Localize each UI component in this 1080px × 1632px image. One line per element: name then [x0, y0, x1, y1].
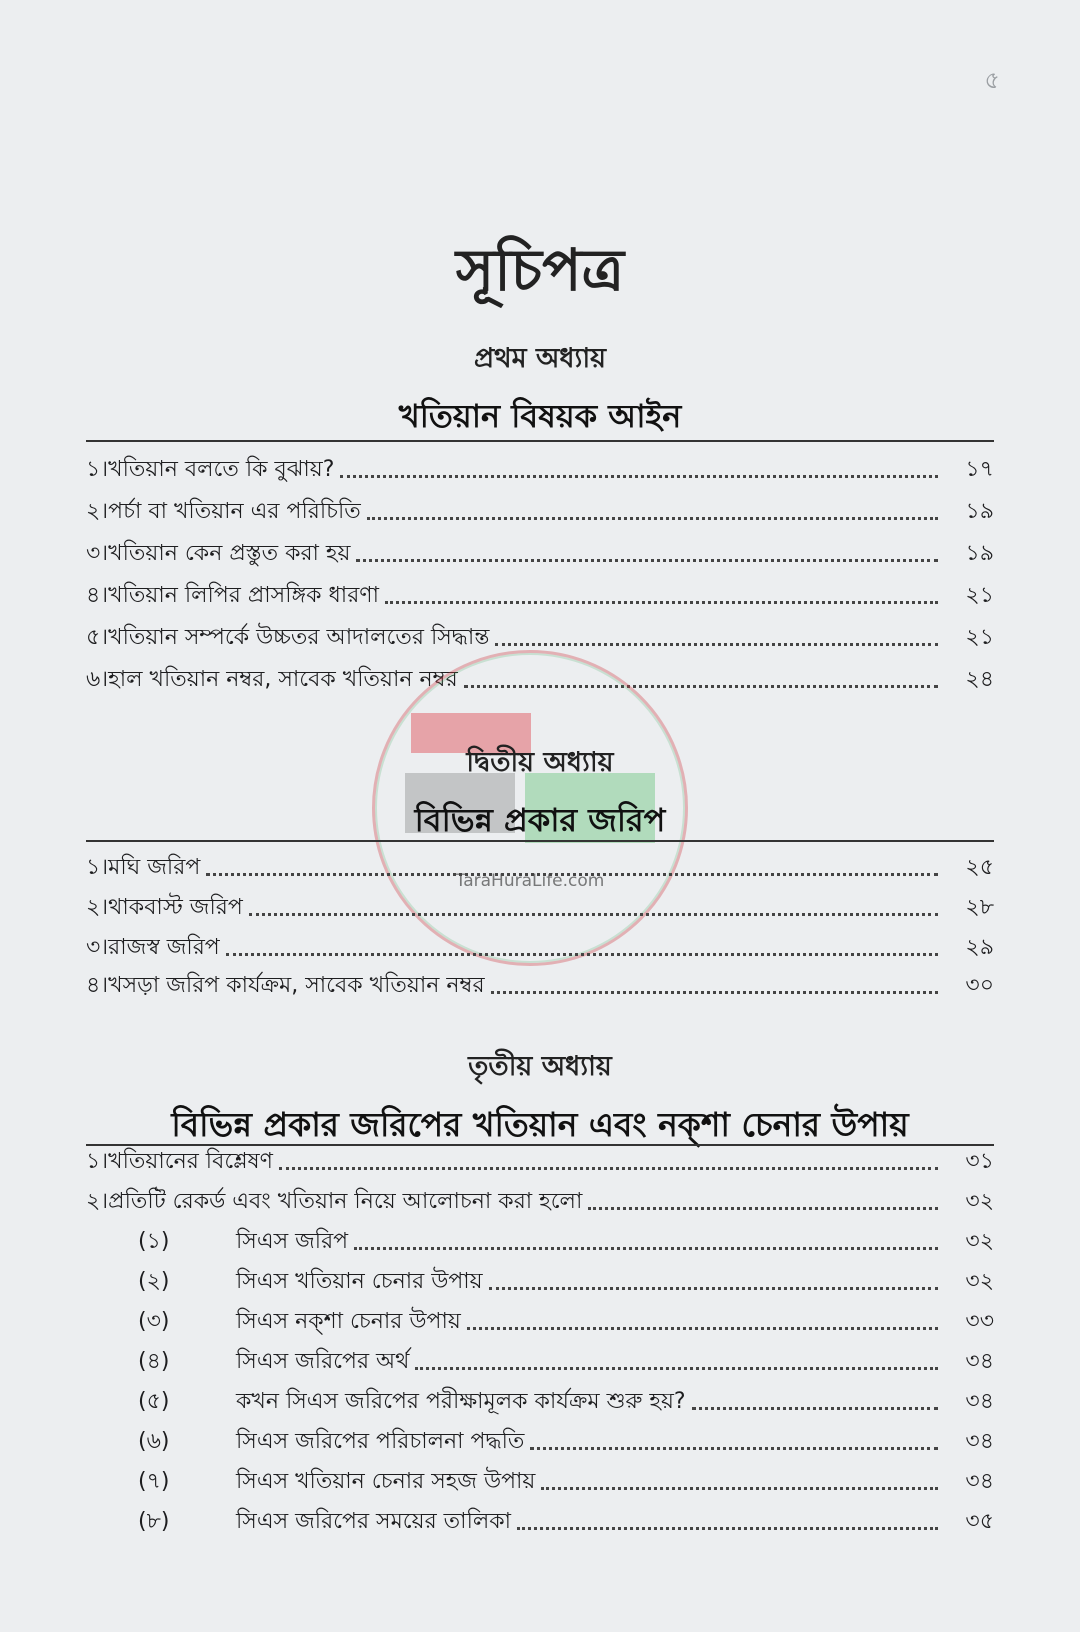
entry-page: ২১	[965, 582, 994, 608]
leader-dots	[279, 1167, 938, 1170]
entry-number: ২।	[86, 894, 109, 920]
chapter-2-heading	[0, 742, 1080, 849]
toc-entry-1-4[interactable]	[86, 576, 994, 616]
entry-number: ১।	[86, 1148, 109, 1174]
toc-sub-entry-3[interactable]	[86, 1302, 994, 1342]
sub-entry-text: সিএস নক্শা চেনার উপায়	[236, 1308, 461, 1334]
leader-dots	[491, 991, 938, 994]
leader-dots	[588, 1207, 938, 1210]
sub-entry-page: ৩৪	[965, 1388, 994, 1414]
leader-dots	[530, 1447, 938, 1450]
sub-entry-page: ৩৪	[965, 1468, 994, 1494]
leader-dots	[356, 559, 938, 562]
entry-text: খতিয়ান সম্পর্কে উচ্চতর আদালতের সিদ্ধান্ত	[108, 624, 490, 650]
entry-page: ২৮	[965, 894, 994, 920]
entry-text: খতিয়ানের বিশ্লেষণ	[108, 1148, 273, 1174]
entry-text: প্রতিটি রেকর্ড এবং খতিয়ান নিয়ে আলোচনা করা হলো	[108, 1188, 583, 1214]
toc-entry-2-1[interactable]	[86, 848, 994, 888]
sub-entry-text: সিএস খতিয়ান চেনার সহজ উপায়	[236, 1468, 536, 1494]
sub-entry-number: (৪)	[138, 1348, 170, 1374]
sub-entry-number: (৭)	[138, 1468, 170, 1494]
entry-text: হাল খতিয়ান নম্বর, সাবেক খতিয়ান নম্বর	[108, 666, 458, 692]
entry-text: খসড়া জরিপ কার্যক্রম, সাবেক খতিয়ান নম্বর	[108, 972, 485, 998]
leader-dots	[354, 1247, 938, 1250]
toc-entry-1-1[interactable]	[86, 450, 994, 490]
watermark-text: TaraHuraLife.com	[455, 871, 605, 891]
sub-entry-text: সিএস জরিপের সময়ের তালিকা	[236, 1508, 512, 1534]
toc-entry-2-2[interactable]	[86, 888, 994, 928]
entry-page: ১৯	[965, 540, 994, 566]
leader-dots	[206, 873, 938, 876]
chapter-1-title: খতিয়ান বিষয়ক আইন	[398, 397, 682, 435]
chapter-1-rule	[86, 440, 994, 442]
chapter-3-label: তৃতীয় অধ্যায়	[468, 1051, 612, 1082]
toc-entry-3-1[interactable]	[86, 1142, 994, 1182]
toc-entry-3-2[interactable]	[86, 1182, 994, 1222]
sub-entry-text: সিএস জরিপের পরিচালনা পদ্ধতি	[236, 1428, 525, 1454]
leader-dots	[226, 953, 938, 956]
toc-sub-entry-1[interactable]	[86, 1222, 994, 1262]
entry-text: মঘি জরিপ	[108, 854, 201, 880]
leader-dots	[340, 475, 938, 478]
toc-sub-entry-7[interactable]	[86, 1462, 994, 1502]
entry-number: ২।	[86, 498, 109, 524]
entry-text: খতিয়ান লিপির প্রাসঙ্গিক ধারণা	[108, 582, 379, 608]
sub-entry-page: ৩২	[965, 1228, 994, 1254]
entry-page: ৩২	[965, 1188, 994, 1214]
page-title: সূচিপত্র	[455, 236, 625, 304]
entry-number: ৩।	[86, 934, 109, 960]
entry-number: ৪।	[86, 972, 109, 998]
chapter-3-heading	[0, 1046, 1080, 1155]
leader-dots	[415, 1367, 938, 1370]
toc-sub-entry-5[interactable]	[86, 1382, 994, 1422]
entry-page: ১৭	[965, 456, 994, 482]
toc-entry-1-2[interactable]	[86, 492, 994, 532]
entry-number: ৩।	[86, 540, 109, 566]
chapter-1-heading	[0, 338, 1080, 445]
sub-entry-number: (৮)	[138, 1508, 170, 1534]
sub-entry-text: সিএস খতিয়ান চেনার উপায়	[236, 1268, 483, 1294]
sub-entry-page: ৩৪	[965, 1428, 994, 1454]
entry-number: ২।	[86, 1188, 109, 1214]
leader-dots	[385, 601, 938, 604]
leader-dots	[467, 1327, 938, 1330]
sub-entry-text: কখন সিএস জরিপের পরীক্ষামূলক কার্যক্রম শুরু হয়?	[236, 1388, 686, 1414]
entry-text: রাজস্ব জরিপ	[108, 934, 220, 960]
entry-page: ১৯	[965, 498, 994, 524]
entry-page: ৩১	[965, 1148, 994, 1174]
page-number: ৫	[984, 66, 1000, 94]
sub-entry-page: ৩৫	[965, 1508, 994, 1534]
entry-page: ২১	[965, 624, 994, 650]
leader-dots	[541, 1487, 938, 1490]
entry-text: খতিয়ান কেন প্রস্তুত করা হয়	[108, 540, 351, 566]
leader-dots	[249, 913, 938, 916]
toc-entry-2-4[interactable]	[86, 966, 994, 1006]
entry-text: খতিয়ান বলতে কি বুঝায়?	[108, 456, 335, 482]
toc-sub-entry-2[interactable]	[86, 1262, 994, 1302]
leader-dots	[489, 1287, 938, 1290]
sub-entry-text: সিএস জরিপের অর্থ	[236, 1348, 410, 1374]
entry-page: ২৯	[965, 934, 994, 960]
chapter-2-rule	[86, 840, 994, 842]
toc-sub-entry-8[interactable]	[86, 1502, 994, 1542]
toc-sub-entry-4[interactable]	[86, 1342, 994, 1382]
entry-number: ৬।	[86, 666, 109, 692]
chapter-3-title: বিভিন্ন প্রকার জরিপের খতিয়ান এবং নক্শা চেনার উপায়	[171, 1105, 909, 1144]
sub-entry-page: ৩২	[965, 1268, 994, 1294]
entry-page: ২৫	[965, 854, 994, 880]
sub-entry-number: (৩)	[138, 1308, 170, 1334]
sub-entry-number: (৫)	[138, 1388, 170, 1414]
leader-dots	[367, 517, 938, 520]
chapter-2-title: বিভিন্ন প্রকার জরিপ	[414, 801, 666, 839]
sub-entry-number: (২)	[138, 1268, 170, 1294]
entry-text: থাকবাস্ট জরিপ	[108, 894, 243, 920]
entry-number: ৫।	[86, 624, 109, 650]
toc-entry-2-3[interactable]	[86, 928, 994, 968]
leader-dots	[495, 643, 938, 646]
sub-entry-page: ৩৩	[965, 1308, 994, 1334]
toc-entry-1-3[interactable]	[86, 534, 994, 574]
entry-number: ৪।	[86, 582, 109, 608]
toc-sub-entry-6[interactable]	[86, 1422, 994, 1462]
sub-entry-page: ৩৪	[965, 1348, 994, 1374]
leader-dots	[517, 1527, 938, 1530]
chapter-2-label: দ্বিতীয় অধ্যায়	[466, 747, 614, 778]
sub-entry-text: সিএস জরিপ	[236, 1228, 349, 1254]
sub-entry-number: (৬)	[138, 1428, 170, 1454]
chapter-1-label: প্রথম অধ্যায়	[473, 343, 607, 374]
entry-number: ১।	[86, 456, 109, 482]
entry-number: ১।	[86, 854, 109, 880]
sub-entry-number: (১)	[138, 1228, 170, 1254]
entry-page: ২৪	[965, 666, 994, 692]
leader-dots	[692, 1407, 938, 1410]
entry-page: ৩০	[965, 972, 994, 998]
entry-text: পর্চা বা খতিয়ান এর পরিচিতি	[108, 498, 361, 524]
